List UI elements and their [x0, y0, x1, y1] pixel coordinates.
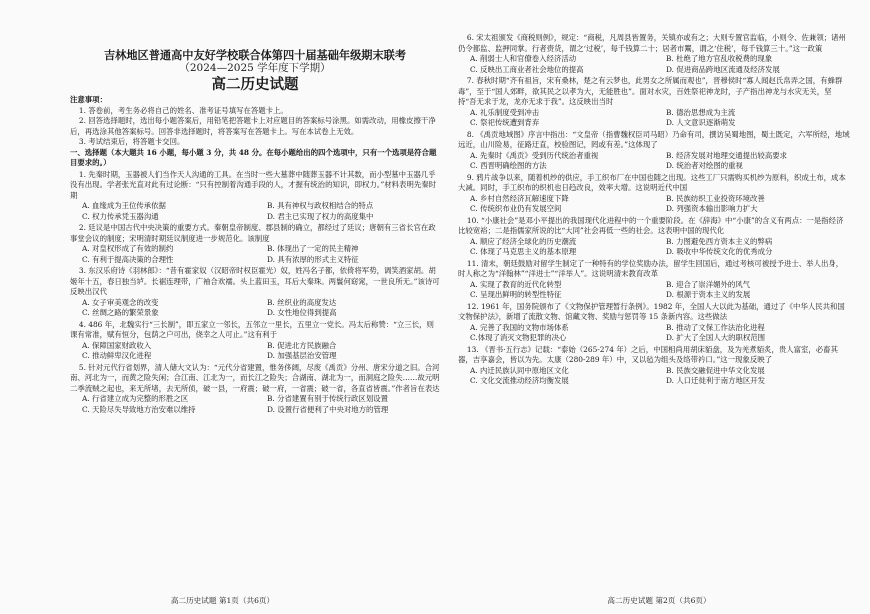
option: C. 推动鲜卑汉化进程 — [82, 351, 152, 360]
question-stem: 11. 清末，朝廷鼓励对留学生制定了一种特有的学位奖励办法，留学生回国后，通过考核可被授予进士、举人出身，时人称之为“洋翰林”“洋进士”“洋举人”。这说明清末教育改革 — [458, 258, 844, 278]
option: D. 人口迁徙利于南方地区开发 — [666, 376, 766, 385]
question — [70, 170, 440, 223]
options — [458, 194, 850, 215]
question — [458, 302, 850, 344]
option: A. 行省建立成为完整的形胜之区 — [82, 394, 189, 403]
page-footer: 高二历史试题 第2页（共6页） — [607, 596, 711, 605]
question — [458, 216, 850, 258]
question-stem: 9. 鸦片战争以来，随着机纱的供应，手工织布厂在中国也随之出现。这些工厂只需购买机纱为原料，织成土布，成本大减。同时，手工织布的织机也日趋改良，效率大增。这说明近代中国 — [458, 172, 846, 192]
question — [70, 223, 440, 265]
option: A. 完善了我国的文物市场体系 — [470, 322, 569, 332]
option: C. 文化交流推动经济均衡发展 — [470, 376, 569, 385]
option: C. 有利于提高决策的合理性 — [82, 254, 174, 264]
question-stem: 2. 廷议是中国古代中央决策的重要方式。秦朝皇帝制度、郡县制的确立，都经过了廷议；唐朝有三省长官在政事堂会议的制度；宋明清时期廷议制度进一步规范化。该制度 — [70, 223, 436, 243]
section-heading: 一、选择题（本大题共 16 小题，每小题 3 分，共 48 分。在每小题给出的四个选项中，只有一个选项是符合题目要求的。） — [70, 147, 437, 167]
options — [458, 366, 850, 387]
option: A. 女子审美观念的改变 — [82, 297, 159, 307]
exam-subject-title: 高二历史试题 — [211, 76, 299, 93]
question-stem: 1. 先秦时期，玉器被人们当作天人沟通的工具。在当时一些大墓葬中随葬玉器不计其数，而小型墓中玉器几乎没有出现。学者张光直对此有过论断：“只有控制着沟通手段的人，才握有统治的知识，即权力。”材料表明先秦时期 — [70, 169, 437, 200]
question — [70, 320, 440, 362]
question — [458, 345, 850, 387]
option: D. 列强资本输出影响力扩大 — [666, 204, 758, 213]
options — [70, 341, 440, 362]
notes-list — [70, 106, 440, 148]
options — [70, 244, 440, 265]
option: A. 顺应了经济全球化的历史潮流 — [470, 236, 577, 246]
options — [70, 201, 440, 222]
option: B. 杜绝了地方官乱收税费的现象 — [666, 54, 773, 63]
question — [458, 76, 850, 129]
question-stem: 8. 《禹贡地域图》序言中指出：“文皇帝（指曹魏权臣司马昭）乃命有司，撰访吴蜀地图，蜀土既定，六军所经，地域远近，山川险易，征路迂直，校验图记，罔或有差。”这体现了 — [458, 129, 850, 149]
note-item: 1. 答卷前，考生务必将自己的姓名、准考证号填写在答题卡上。 — [78, 105, 288, 115]
page-1-column — [70, 32, 440, 415]
option: C. 丝绸之路的繁荣景象 — [82, 308, 159, 317]
question — [458, 173, 850, 215]
question-stem: 10. “小康社会”是邓小平提出的我国现代化进程中的一个重要阶段。在《辞海》中“小康”的含义有两点：一是指经济比较宽裕；二是指儒家所说的比“大同”社会再低一些的社会。这表明中国的现代化 — [458, 215, 844, 235]
question-stem: 3. 东汉乐府诗《羽林郎》：“昔有霍家奴（汉昭帝时权臣霍光）奴，姓冯名子都，依倚将军势，调笑酒家胡。胡姬年十五，春日独当垆。长裾连理带，广袖合欢襦。头上蓝田玉，耳后大秦珠。两鬟何窈窕，一世良所无。”该诗可反映出汉代 — [70, 266, 440, 296]
option: C. 天险尽失导致地方治安难以维持 — [82, 404, 196, 414]
option: D. 具有浓厚的形式主义特征 — [267, 254, 359, 264]
exam-title-line2: （2024—2025 学年度下学期） — [179, 62, 331, 74]
options — [458, 151, 850, 172]
option: B. 丝织业的高度发达 — [267, 297, 337, 307]
question — [458, 130, 850, 172]
option: A. 对皇权形成了有效的制约 — [82, 244, 174, 253]
option: B. 经济发展对地理交通提出较高要求 — [666, 150, 787, 160]
question — [70, 363, 440, 416]
option: B. 具有神权与政权相结合的特点 — [267, 201, 374, 210]
option: D. 设置行省便利了中央对地方的管理 — [267, 404, 389, 414]
note-item: 2. 回答选择题时，选出每小题答案后，用铅笔把答题卡上对应题目的答案标号涂黑。如需改动，用橡皮擦干净后，再选涂其他答案标号。回答非选择题时，将答案写在答题卡上。写在本试卷上无效。 — [70, 116, 436, 136]
question — [458, 259, 850, 301]
option: B. 德治思想成为主流 — [666, 107, 736, 117]
question-list-page-2 — [458, 33, 850, 387]
options — [458, 108, 850, 129]
question-stem: 6. 宋太祖颁发《商税则例》，规定：“商税，凡周县皆置务，关镇亦或有之；大则专置官监临，小则令、佐兼领；诸州仍令都监、监押同掌。行者赍货，谓之‘过税’，每千钱算二十；居者市鬻，谓之‘住税’，每千钱算三十。”这一政策 — [458, 33, 846, 53]
page-footer: 高二历史试题 第1页（共6页） — [170, 596, 275, 605]
option: D. 促进商品跨地区流通及经济发展 — [666, 64, 780, 74]
option: C. 呈现出鲜明的转型性特征 — [470, 290, 562, 299]
option: B. 促进北方民族融合 — [267, 340, 337, 350]
option: A. 礼乐制度受到冲击 — [470, 107, 540, 117]
option: A. 血缘成为王位传承依据 — [82, 201, 166, 210]
options — [70, 394, 440, 415]
question — [458, 33, 850, 75]
option: D. 统治者对绘图的重视 — [666, 161, 743, 170]
options — [458, 323, 850, 344]
option: D. 加强基层治安管理 — [267, 351, 337, 360]
note-item: 3. 考试结束后，将答题卡交回。 — [78, 137, 185, 146]
notes-heading: 注意事项： — [70, 95, 107, 104]
question — [70, 266, 440, 319]
option: C. 西晋明确绘图的方法 — [470, 161, 547, 170]
option: B. 迎合了崇洋媚外的风气 — [666, 279, 751, 289]
options — [70, 298, 440, 319]
option: A. 先秦时《禹贡》受到历代统治者重视 — [470, 150, 599, 160]
option: C. 体现了马克思主义的基本原理 — [470, 247, 577, 256]
option: A. 削弱士人和官僚卷入经济活动 — [470, 54, 577, 63]
option: B. 推动了文保工作法治化进程 — [666, 322, 765, 332]
option: C. 传统织布业仍有发展空间 — [470, 204, 562, 213]
options — [458, 237, 850, 258]
option: B. 力图避免西方资本主义的弊病 — [666, 236, 773, 246]
exam-title-line1: 吉林地区普通高中友好学校联合体第四十届基础年级期末联考 — [103, 48, 407, 62]
question-stem: 5. 针对元代行省划界，清人储大文认为：“元代分省建置，惟务侈阔，尽废《禹贡》分州、唐宋分道之旧。合河南、河北为一，而黄之险失闲；合江南、江北为一，而长江之险失；合湖南、湖北为一，而洞庭之险失……故元明二季流贼之起也，来无所堵，去无所侦，破一县，一府震；破一府，一省震；破一省，各直省皆震。”作者旨在表达 — [70, 362, 440, 393]
option: A. 保障国家财政收入 — [82, 340, 152, 350]
option: B. 民族交融促进中华文化发展 — [666, 365, 765, 375]
option: C. 权力传承凭玉器沟通 — [82, 211, 159, 221]
option: C.体现了消灭文物犯罪的决心 — [470, 333, 567, 342]
question-list-page-1 — [70, 170, 440, 416]
question-stem: 13. 《晋书·五行志》记载：“泰始（265-274 年）之后，中国相尚用胡床貊盘，及为羌煮貊炙，贵人富室，必畜其器，吉享嘉会，皆以为先。太康（280-289 年）中，又以毡为组头及络带衿口。”这一现象反映了 — [458, 344, 838, 364]
option: D. 人文意识逐渐萌发 — [666, 118, 736, 127]
option: B. 民族纺织工业投资环境改善 — [666, 193, 765, 203]
option: A. 乡村自然经济瓦解速度下降 — [470, 193, 569, 203]
exam-page-2 — [448, 0, 870, 614]
question-stem: 4. 486 年，北魏实行“三长制”，即五家立一邻长，五邻立一里长，五里立一党长。冯太后称赞：“立三长，则课有常准，赋有恒分，包荫之户可出，侥幸之人可止。”这有利于 — [70, 319, 434, 339]
option: A. 内迁民族认同中原地区文化 — [470, 365, 569, 375]
option: C. 祭祀传统遭到背弃 — [470, 118, 540, 127]
options — [458, 54, 850, 75]
option: C. 反映出工商业者社会地位的提高 — [470, 64, 584, 74]
question-stem: 7. 春秋时期“齐有祖旨，宋有桑林，楚之有云梦也，此男女之所属而观也”，晋穆侯时“寡人闻赵氏帛弄之国，有蜂群毒”，至于“国人郊畔，欲其民之以孝为大，无能胜也”。面对水灾，百姓祭祀神龙时，子产指出神龙与水灾无关，坚持“吾无求于龙，龙亦无求于我”。这反映出当时 — [458, 76, 843, 106]
question-stem: 12. 1961 年，国务院颁布了《文物保护管理暂行条例》。1982 年，全国人大以此为基础，通过了《中华人民共和国文物保护法》，新增了流散文物、馆藏文物、奖励与惩罚等 15 条新内容。这些做法 — [458, 301, 845, 321]
option: B. 分省建置有别于传统行政区划设置 — [267, 394, 388, 403]
option: A. 实现了教育的近代化转型 — [470, 279, 562, 289]
option: D. 君主已实现了权力的高度集中 — [267, 211, 374, 221]
page-2-column — [458, 32, 850, 387]
option: B. 体现出了一定的民主精神 — [267, 244, 359, 253]
options — [458, 280, 850, 301]
option: D. 吸收中华传统文化的优秀成分 — [666, 247, 773, 256]
option: D. 扩大了全国人大的职权范围 — [666, 333, 766, 342]
option: D. 女性地位得到提高 — [267, 308, 337, 317]
option: D. 根源于资本主义的发展 — [666, 290, 751, 299]
